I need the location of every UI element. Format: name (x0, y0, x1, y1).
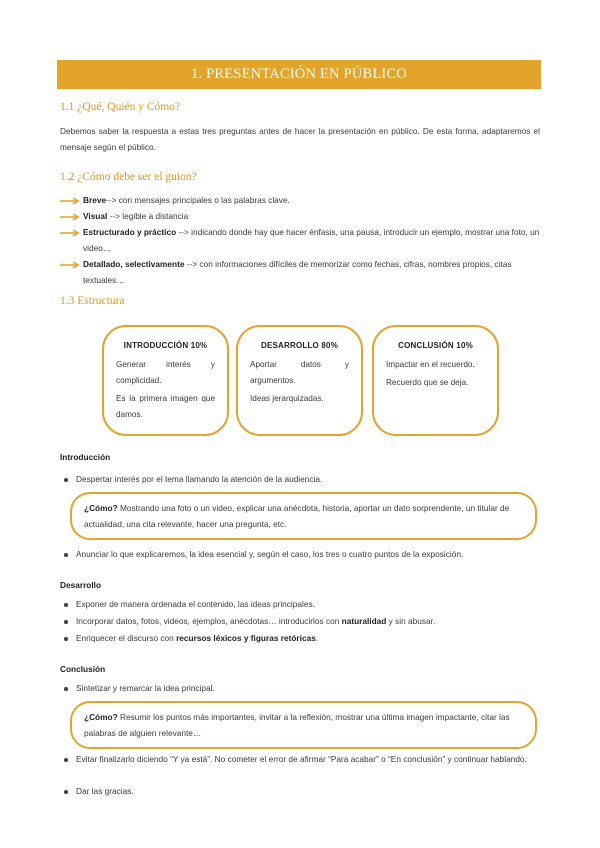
section-heading-1-3: 1.3 Estructura (60, 295, 125, 307)
guion-item-visual (60, 208, 540, 224)
guion-text: --> indicando donde hay que hacer énfasis, una pausa, introducir un ejemplo, mostrar una foto, un video… (83, 227, 540, 253)
list-item: Evitar finalizarlo diciendo “Y ya está”. No cometer el error de afirmar “Para acabar” o “En conclusión” y continuar hablando. (60, 751, 540, 767)
guion-term: Estructurado y práctico (83, 227, 177, 237)
bullet-icon (64, 637, 68, 641)
section-heading-1-2: 1.2 ¿Cómo debe ser el guion? (60, 171, 197, 183)
box-text: Ideas jerarquizadas. (250, 394, 324, 403)
guion-term: Detallado, selectivamente (83, 259, 185, 269)
arrow-right-icon (60, 261, 80, 269)
bullet-icon (64, 603, 68, 607)
section-1-1-paragraph: Debemos saber la respuesta a estas tres preguntas antes de hacer la presentación en público. De esta forma, adaptaremos el mensaje según el público. (60, 126, 540, 152)
callout-introduccion (70, 492, 537, 540)
list-item: Sintetizar y remarcar la idea principal. (60, 680, 540, 696)
bullet-icon (64, 478, 68, 482)
guion-term: Visual (83, 211, 108, 221)
page-title: 1. PRESENTACIÓN EN PÚBLICO (57, 60, 541, 89)
box-text: Recuerdo que se deja. (386, 378, 469, 387)
guion-item-detallado (60, 256, 540, 288)
callout-text: Resumir los puntos más importantes, invitar a la reflexión, mostrar una última imagen impactante, citar las palabras de alguien relevante… (84, 712, 510, 738)
box-title: INTRODUCCIÓN 10% (123, 341, 208, 350)
arrow-right-icon (60, 213, 80, 221)
arrow-right-icon (60, 229, 80, 237)
guion-term: Breve (83, 195, 107, 205)
list-item: Dar las gracias. (60, 783, 540, 799)
guion-text: --> con informaciones difíciles de memorizar como fechas, cifras, nombres propios, citas textuales… (83, 259, 512, 285)
guion-text: --> legible a distancia (107, 211, 189, 221)
list-item: Incorporar datos, fotos, videos, ejemplos, anécdotas… introducirlos con naturalidad y sin abusar. (60, 613, 540, 629)
callout-label: ¿Cómo? (84, 712, 118, 722)
list-item: Exponer de manera ordenada el contenido, las ideas principales. (60, 596, 540, 612)
structure-box-desarrollo (236, 325, 363, 436)
bullet-icon (64, 620, 68, 624)
guion-item-estructurado (60, 224, 540, 256)
structure-box-introduccion (102, 325, 229, 436)
callout-conclusion (70, 701, 537, 749)
structure-box-conclusion (372, 325, 499, 436)
box-title: CONCLUSIÓN 10% (398, 341, 473, 350)
box-text: Generar interés y complicidad. (116, 360, 215, 385)
list-item: Enriquecer el discurso con recursos léxicos y figuras retóricas. (60, 630, 540, 646)
introduccion-heading: Introducción (60, 452, 111, 462)
callout-text: Mostrando una foto o un video, explicar una anécdota, historia, aportar un dato sorprendente, un titular de actualidad, una cita relevante, hacer una pregunta, etc. (84, 503, 510, 529)
desarrollo-heading: Desarrollo (60, 580, 102, 590)
bullet-icon (64, 790, 68, 794)
box-text: Es la primera imagen que damos. (116, 394, 215, 419)
bullet-icon (64, 553, 68, 557)
bullet-icon (64, 687, 68, 691)
box-text: Impactar en el recuerdo. (386, 360, 475, 369)
box-title: DESARROLLO 80% (260, 341, 339, 350)
box-text: Aportar datos y argumentos. (250, 360, 349, 385)
list-item: Anunciar lo que explicaremos, la idea esencial y, según el caso, los tres o cuatro puntos de la exposición. (60, 546, 540, 562)
callout-label: ¿Cómo? (84, 503, 118, 513)
arrow-right-icon (60, 197, 80, 205)
section-heading-1-1: 1.1 ¿Qué, Quién y Cómo? (60, 101, 181, 113)
bullet-icon (64, 758, 68, 762)
list-item: Despertar interés por el tema llamando la atención de la audiencia. (60, 471, 540, 487)
guion-item-breve (60, 192, 540, 208)
guion-text: --> con mensajes principales o las palabras clave. (106, 195, 290, 205)
conclusion-heading: Conclusión (60, 664, 106, 674)
